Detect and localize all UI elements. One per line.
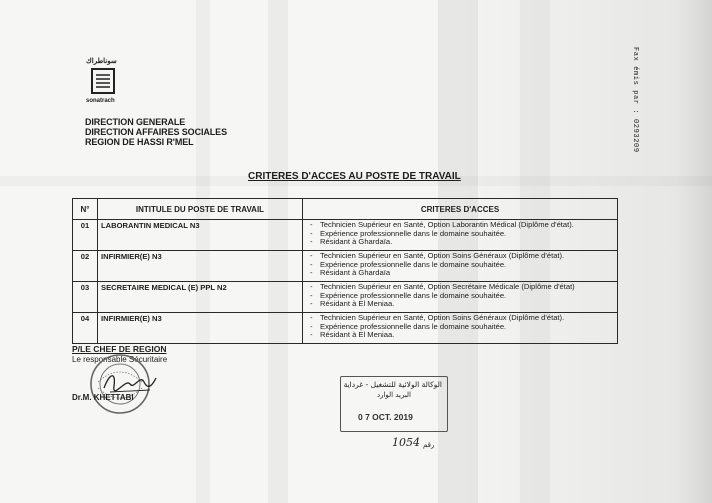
document-title: CRITERES D'ACCES AU POSTE DE TRAVAIL [248, 171, 461, 182]
table-row [73, 251, 618, 282]
row-post-title: LABORANTIN MEDICAL N3 [98, 220, 303, 251]
criteria-item: - Technicien Supérieur en Santé, Option Laborantin Médical (Diplôme d'état). [306, 221, 614, 230]
table-header-row [73, 199, 618, 220]
sonatrach-emblem-icon [90, 67, 116, 95]
fax-header-text: Fax émis par : 0293209 [631, 47, 639, 153]
letterhead-line-3: REGION DE HASSI R'MEL [85, 137, 194, 147]
row-number: 03 [73, 282, 98, 313]
col-header-number: N° [73, 199, 98, 220]
criteria-item: - Technicien Supérieur en Santé, Option Soins Généraux (Diplôme d'état). [306, 252, 614, 261]
stamp-date: 0 7 OCT. 2019 [358, 412, 413, 422]
reception-stamp [340, 376, 448, 432]
table-row [73, 282, 618, 313]
row-number: 02 [73, 251, 98, 282]
letterhead-line-2: DIRECTION AFFAIRES SOCIALES [85, 127, 227, 137]
letterhead [85, 117, 227, 147]
criteria-item: - Technicien Supérieur en Santé, Option Soins Généraux (Diplôme d'état). [306, 314, 614, 323]
stamp-mail-text: البريد الوارد [376, 391, 412, 399]
table-row [73, 313, 618, 344]
criteria-item: - Résidant à El Meniaa. [306, 300, 614, 309]
signatory-role: Le responsable Sécuritaire [72, 355, 168, 364]
criteria-item: - Résidant à El Meniaa. [306, 331, 614, 340]
handwritten-signature [100, 368, 160, 396]
criteria-item: - Technicien Supérieur en Santé, Option Secrétaire Médicale (Diplôme d'état) [306, 283, 614, 292]
row-number: 01 [73, 220, 98, 251]
fax-header-strip [630, 48, 640, 478]
logo-arabic-text: سوناطراك [86, 58, 117, 65]
logo-latin-text: sonatrach [86, 98, 115, 104]
signatory-name: Dr.M. KHETTABI [72, 393, 134, 402]
col-header-post: INTITULE DU POSTE DE TRAVAIL [98, 199, 303, 220]
signatory-title: P/LE CHEF DE REGION [72, 344, 167, 354]
col-header-criteria: CRITERES D'ACCES [303, 199, 618, 220]
criteria-item: - Expérience professionnelle dans le domaine souhaitée. [306, 323, 614, 332]
criteria-item: - Résidant à Ghardaïa [306, 269, 614, 278]
criteria-table [72, 198, 618, 344]
criteria-item: - Expérience professionnelle dans le domaine souhaitée. [306, 292, 614, 301]
row-post-title: INFIRMIER(E) N3 [98, 313, 303, 344]
handwritten-registration-number: 1054 [392, 436, 420, 449]
criteria-item: - Expérience professionnelle dans le domaine souhaitée. [306, 230, 614, 239]
row-post-title: SECRETAIRE MEDICAL (E) PPL N2 [98, 282, 303, 313]
row-number: 04 [73, 313, 98, 344]
row-post-title: INFIRMIER(E) N3 [98, 251, 303, 282]
row-criteria [303, 251, 618, 282]
row-criteria [303, 282, 618, 313]
criteria-item: - Résidant à Ghardaïa. [306, 238, 614, 247]
letterhead-line-1: DIRECTION GENERALE [85, 117, 186, 127]
row-criteria [303, 313, 618, 344]
registration-label: رقم [423, 441, 435, 449]
sonatrach-logo [86, 57, 122, 107]
criteria-item: - Expérience professionnelle dans le domaine souhaitée. [306, 261, 614, 270]
row-criteria [303, 220, 618, 251]
table-row [73, 220, 618, 251]
stamp-agency-text: الوكالة الولائية للتشغيل - غرداية [343, 380, 442, 389]
